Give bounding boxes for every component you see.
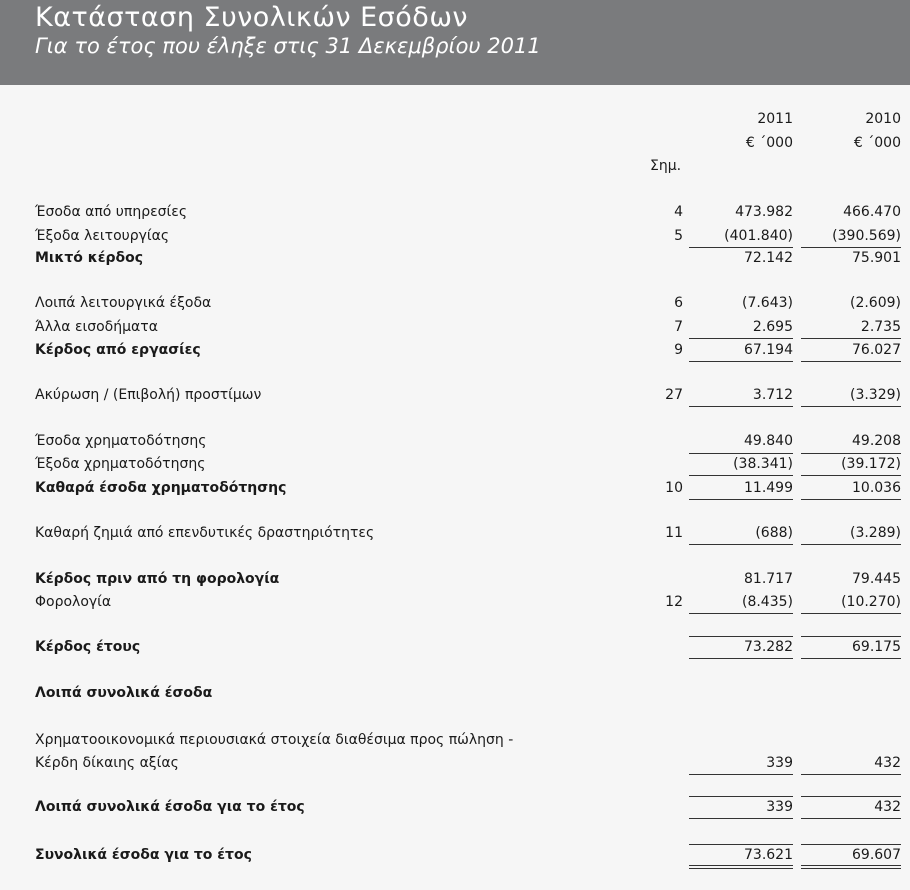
row-note: 9: [674, 342, 683, 358]
rule-above-2011: [689, 636, 793, 637]
row-label: Έξοδα χρηματοδότησης: [35, 456, 206, 472]
column-year-2011: 2011: [757, 111, 793, 127]
row-value-2010: (10.270): [841, 594, 901, 610]
row-value-2010: 10.036: [852, 480, 901, 496]
rule-above-2010: [801, 796, 901, 797]
row-value-2011: 72.142: [744, 250, 793, 266]
column-note-header: Σημ.: [650, 158, 682, 174]
row-note: 6: [674, 295, 683, 311]
row-value-2010: 69.175: [852, 639, 901, 655]
double-rule-2011: [689, 865, 793, 866]
row-label: Καθαρή ζημιά από επενδυτικές δραστηριότητες: [35, 525, 375, 541]
row-value-2010: 75.901: [852, 250, 901, 266]
row-value-2011: 339: [766, 799, 793, 815]
page-title: Κατάσταση Συνολικών Εσόδων: [35, 2, 469, 33]
double-rule-2011: [689, 868, 793, 869]
row-value-2011: 11.499: [744, 480, 793, 496]
row-value-2011: (7.643): [741, 295, 793, 311]
row-value-2010: (3.329): [849, 387, 901, 403]
column-unit-2010: € ΄000: [853, 135, 901, 151]
row-value-2011: 2.695: [752, 319, 793, 335]
row-label: Συνολικά έσοδα για το έτος: [35, 847, 252, 863]
row-value-2011: 339: [766, 755, 793, 771]
rule-above-2010: [801, 453, 901, 454]
row-value-2010: 432: [874, 799, 901, 815]
rule-above-2010: [801, 636, 901, 637]
row-label: Έσοδα χρηματοδότησης: [35, 433, 207, 449]
rule-below-2010: [801, 818, 901, 819]
row-label: Λοιπά συνολικά έσοδα: [35, 685, 213, 701]
row-value-2011: (8.435): [741, 594, 793, 610]
row-label: Ακύρωση / (Επιβολή) προστίμων: [35, 387, 262, 403]
row-note: 4: [674, 204, 683, 220]
row-label: Μικτό κέρδος: [35, 250, 144, 266]
row-value-2010: 466.470: [843, 204, 901, 220]
rule-below-2011: [689, 658, 793, 659]
row-note: 12: [665, 594, 683, 610]
row-value-2010: (390.569): [832, 228, 901, 244]
rule-above-2011: [689, 453, 793, 454]
rule-below-2010: [801, 774, 901, 775]
row-note: 5: [674, 228, 683, 244]
rule-below-2011: [689, 475, 793, 476]
row-value-2011: 81.717: [744, 571, 793, 587]
row-label: Έσοδα από υπηρεσίες: [35, 204, 188, 220]
rule-below-2011: [689, 406, 793, 407]
rule-below-2010: [801, 338, 901, 339]
row-value-2010: 69.607: [852, 847, 901, 863]
row-value-2011: (401.840): [724, 228, 793, 244]
rule-below-2011: [689, 247, 793, 248]
rule-below-2011: [689, 499, 793, 500]
rule-below-2011: [689, 338, 793, 339]
row-note: 27: [665, 387, 683, 403]
row-label: Φορολογία: [35, 594, 112, 610]
rule-below-2010: [801, 247, 901, 248]
rule-below-2011: [689, 774, 793, 775]
row-value-2011: 73.621: [744, 847, 793, 863]
row-value-2011: 73.282: [744, 639, 793, 655]
row-value-2010: 432: [874, 755, 901, 771]
rule-below-2010: [801, 361, 901, 362]
row-value-2010: 79.445: [852, 571, 901, 587]
row-label: Κέρδη δίκαιης αξίας: [35, 755, 179, 771]
rule-below-2011: [689, 613, 793, 614]
rule-below-2011: [689, 818, 793, 819]
row-label: Χρηματοοικονομικά περιουσιακά στοιχεία διαθέσιμα προς πώληση -: [35, 732, 514, 748]
rule-below-2010: [801, 406, 901, 407]
row-label: Κέρδος πριν από τη φορολογία: [35, 571, 280, 587]
row-note: 7: [674, 319, 683, 335]
rule-above-2011: [689, 844, 793, 845]
double-rule-2010: [801, 868, 901, 869]
row-label: Κέρδος από εργασίες: [35, 342, 201, 358]
rule-below-2011: [689, 544, 793, 545]
column-unit-2011: € ΄000: [745, 135, 793, 151]
row-value-2011: 3.712: [752, 387, 793, 403]
rule-below-2010: [801, 499, 901, 500]
rule-above-2011: [689, 796, 793, 797]
page-subtitle: Για το έτος που έληξε στις 31 Δεκεμβρίου 2011: [35, 34, 541, 58]
rule-below-2011: [689, 361, 793, 362]
row-label: Λοιπά λειτουργικά έξοδα: [35, 295, 212, 311]
column-year-2010: 2010: [865, 111, 901, 127]
row-label: Καθαρά έσοδα χρηματοδότησης: [35, 480, 287, 496]
row-value-2010: (3.289): [849, 525, 901, 541]
rule-below-2010: [801, 475, 901, 476]
row-value-2011: 67.194: [744, 342, 793, 358]
row-value-2010: 2.735: [860, 319, 901, 335]
row-label: Άλλα εισοδήματα: [35, 319, 158, 335]
row-note: 10: [665, 480, 683, 496]
row-value-2011: 473.982: [735, 204, 793, 220]
row-label: Έξοδα λειτουργίας: [35, 228, 170, 244]
rule-below-2010: [801, 658, 901, 659]
row-value-2011: (38.341): [733, 456, 793, 472]
row-value-2011: 49.840: [744, 433, 793, 449]
row-value-2010: (2.609): [849, 295, 901, 311]
row-value-2011: (688): [755, 525, 793, 541]
row-label: Λοιπά συνολικά έσοδα για το έτος: [35, 799, 305, 815]
row-value-2010: 76.027: [852, 342, 901, 358]
rule-above-2010: [801, 844, 901, 845]
rule-below-2010: [801, 613, 901, 614]
rule-below-2010: [801, 544, 901, 545]
row-value-2010: 49.208: [852, 433, 901, 449]
page-header: [0, 0, 910, 85]
row-value-2010: (39.172): [841, 456, 901, 472]
row-label: Κέρδος έτους: [35, 639, 141, 655]
row-note: 11: [665, 525, 683, 541]
double-rule-2010: [801, 865, 901, 866]
